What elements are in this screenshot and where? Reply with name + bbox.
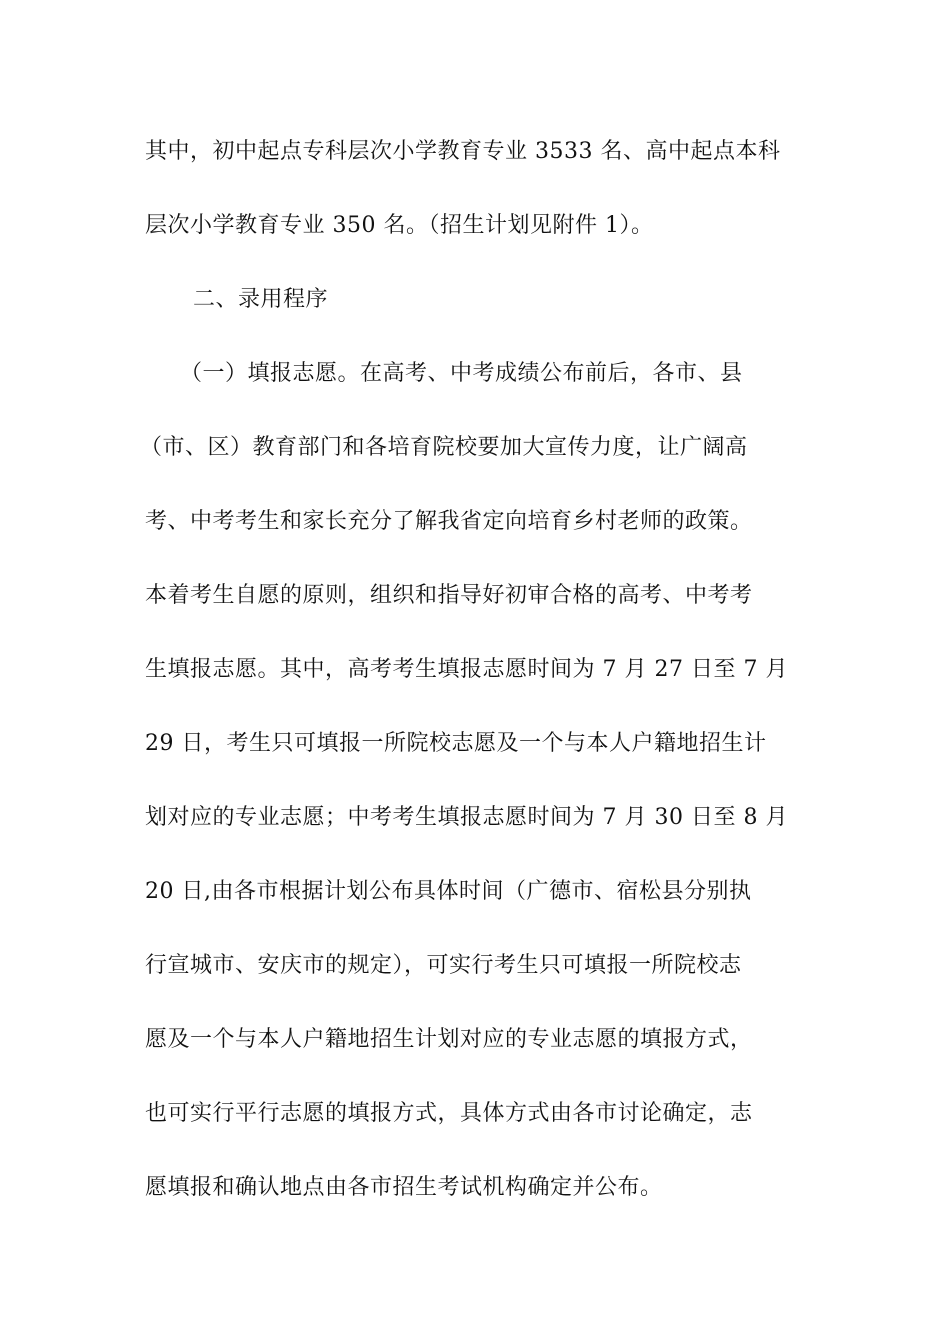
text-line-9: 29 日，考生只可填报一所院校志愿及一个与本人户籍地招生计 [145,731,767,756]
text-line-6: 考、中考考生和家长充分了解我省定向培育乡村老师的政策。 [145,509,753,534]
section-heading: 二、录用程序 [193,287,329,312]
text-line-15: 愿填报和确认地点由各市招生考试机构确定并公布。 [145,1175,663,1200]
text-line-4: （一）填报志愿。在高考、中考成绩公布前后，各市、县 [180,361,743,386]
text-line-8: 生填报志愿。其中，高考考生填报志愿时间为 7 月 27 日至 7 月 [145,657,788,682]
text-line-2: 层次小学教育专业 350 名。（招生计划见附件 1）。 [145,213,654,238]
text-line-1: 其中，初中起点专科层次小学教育专业 3533 名、高中起点本科 [145,139,781,164]
text-line-11: 20 日,由各市根据计划公布具体时间（广德市、宿松县分别执 [145,879,752,904]
text-line-7: 本着考生自愿的原则，组织和指导好初审合格的高考、中考考 [145,583,753,608]
text-line-5: （市、区）教育部门和各培育院校要加大宣传力度，让广阔高 [140,435,748,460]
text-line-14: 也可实行平行志愿的填报方式，具体方式由各市讨论确定，志 [145,1101,753,1126]
text-line-10: 划对应的专业志愿；中考考生填报志愿时间为 7 月 30 日至 8 月 [145,805,788,830]
text-line-12: 行宣城市、安庆市的规定），可实行考生只可填报一所院校志 [145,953,742,978]
text-line-13: 愿及一个与本人户籍地招生计划对应的专业志愿的填报方式， [145,1027,753,1052]
